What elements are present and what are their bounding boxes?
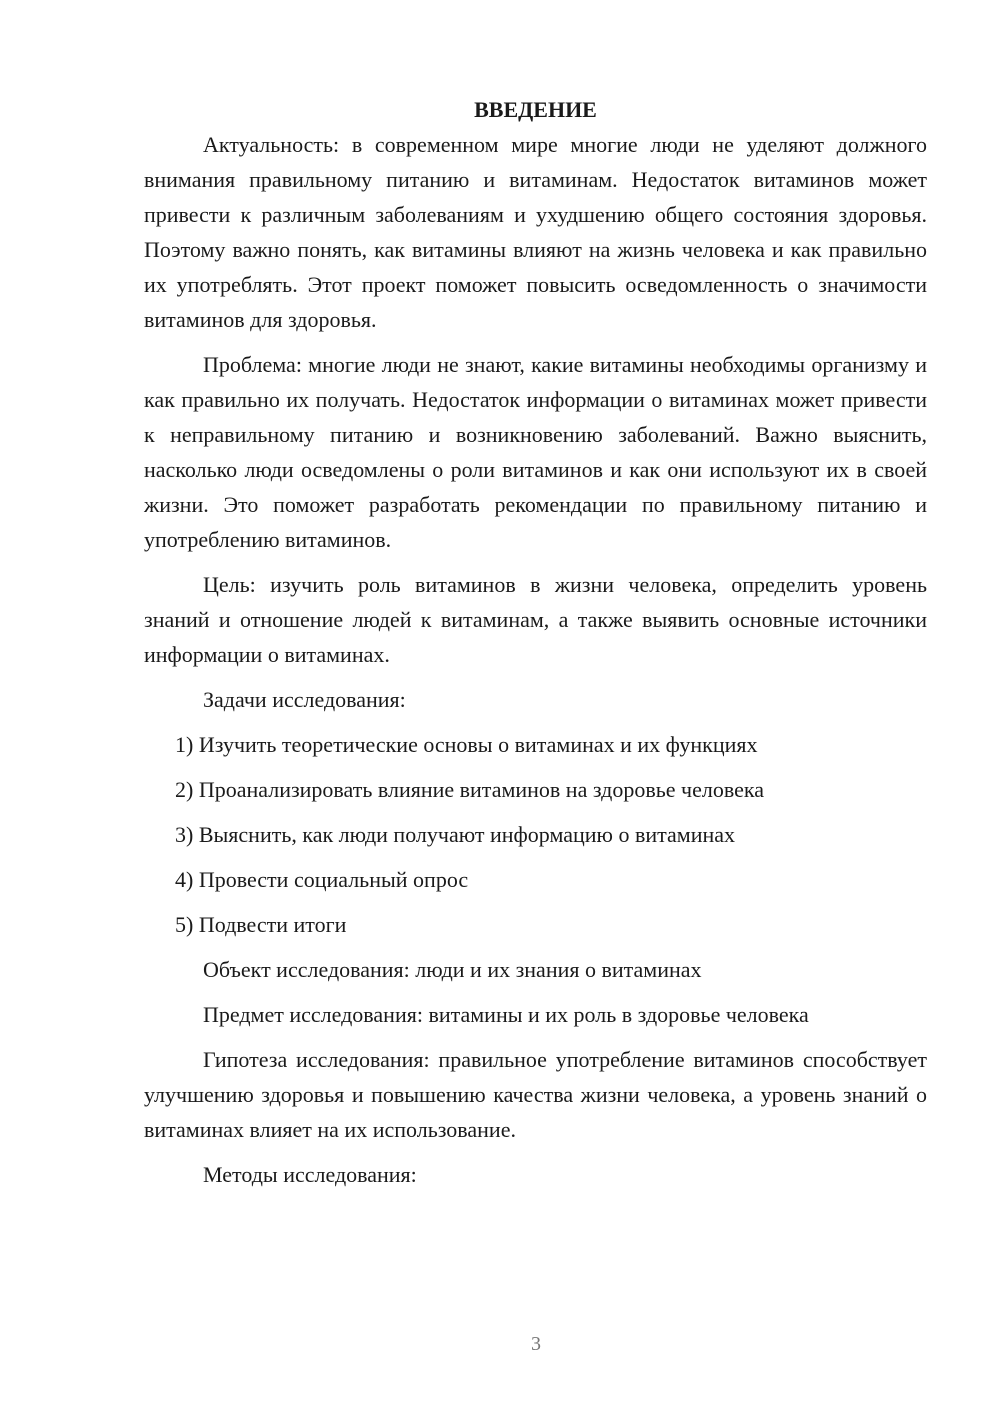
methods-label: Методы исследования: [203,1162,417,1187]
list-item: 2) Проанализировать влияние витаминов на здоровье человека [175,777,764,802]
hypothesis-paragraph: Гипотеза исследования: правильное употребление витаминов способствует улучшению здоровья и повышению качества жизни человека, а уровень знаний о витаминах влияет на их использование. [144,1047,927,1142]
goal-paragraph: Цель: изучить роль витаминов в жизни человека, определить уровень знаний и отношение людей к витаминам, а также выявить основные источники информации о витаминах. [144,572,927,667]
research-subject: Предмет исследования: витамины и их роль в здоровье человека [203,1002,809,1027]
research-object: Объект исследования: люди и их знания о витаминах [203,957,702,982]
page-number: 3 [531,1333,541,1355]
list-item: 5) Подвести итоги [175,912,347,937]
list-item: 1) Изучить теоретические основы о витаминах и их функциях [175,732,758,757]
tasks-label: Задачи исследования: [203,687,406,712]
document-page [144,92,927,1202]
relevance-paragraph: Актуальность: в современном мире многие люди не уделяют должного внимания правильному питанию и витаминам. Недостаток витаминов может привести к различным заболеваниям и ухудшению общего состояния здоровья. Поэтому важно понять, как витамины влияют на жизнь человека и как правильно их употреблять. Этот проект поможет повысить осведомленность о значимости витаминов для здоровья. [144,132,927,332]
list-item: 3) Выяснить, как люди получают информацию о витаминах [175,822,736,847]
page-title: ВВЕДЕНИЕ [474,97,597,122]
problem-paragraph: Проблема: многие люди не знают, какие витамины необходимы организму и как правильно их получать. Недостаток информации о витаминах может привести к неправильному питанию и возникновению заболеваний. Важно выяснить, насколько люди осведомлены о роли витаминов и как они используют их в своей жизни. Это поможет разработать рекомендации по правильному питанию и употреблению витаминов. [144,352,927,552]
list-item: 4) Провести социальный опрос [175,867,469,892]
tasks-list [144,727,927,942]
